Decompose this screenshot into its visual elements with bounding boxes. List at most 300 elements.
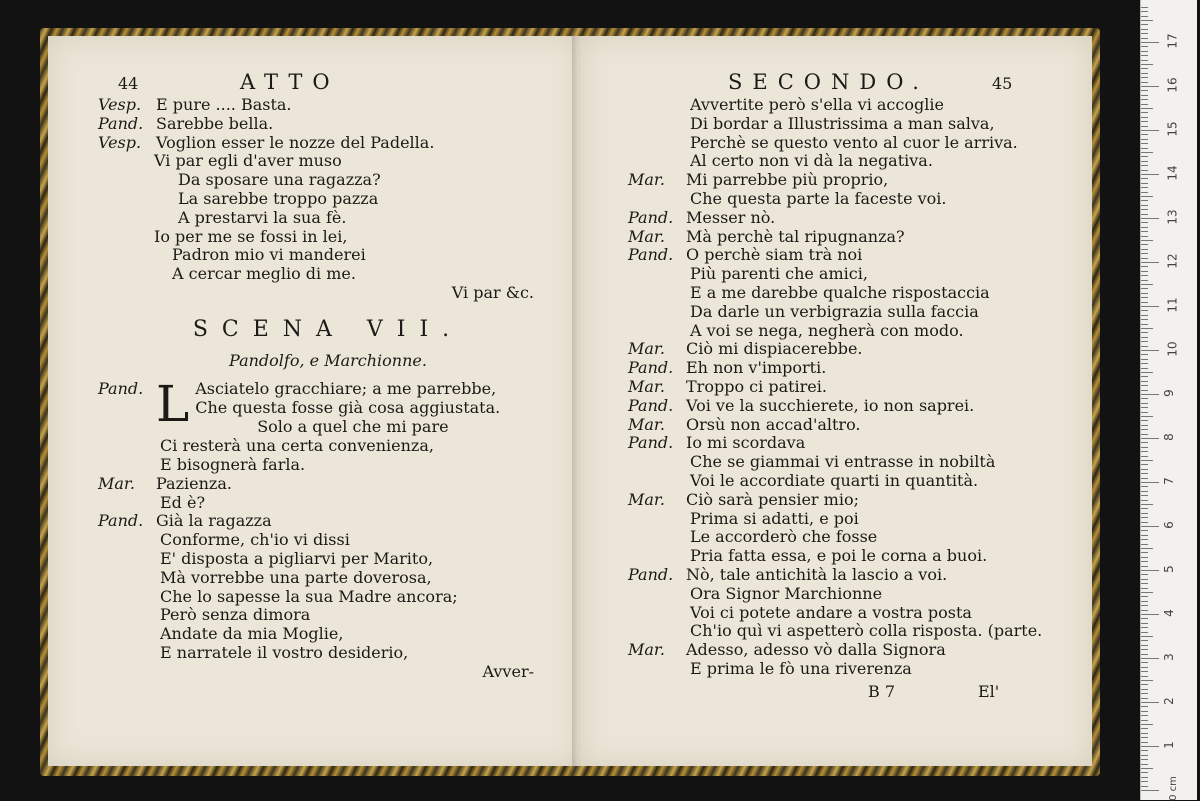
ruler-tick: [1141, 768, 1153, 769]
ruler-tick: [1141, 209, 1148, 210]
ruler-tick: [1141, 64, 1153, 65]
ruler-tick: [1141, 55, 1148, 56]
ruler-tick: [1141, 24, 1148, 25]
verse-line: [628, 585, 1048, 604]
ruler-tick: [1141, 170, 1148, 171]
ruler-tick: [1141, 372, 1153, 373]
catchword: El': [978, 681, 1000, 701]
verse-line: [628, 453, 1048, 472]
ruler-tick: [1141, 258, 1148, 259]
ruler-tick: [1141, 552, 1148, 553]
ruler-tick: [1141, 420, 1148, 421]
verse-line: La sarebbe troppo pazza: [178, 188, 379, 208]
line-text: Ch'io quì vi aspetterò colla risposta. (parte.: [690, 621, 1043, 641]
ruler-tick: [1141, 720, 1148, 721]
ruler-tick: [1141, 46, 1148, 47]
line-text: Al certo non vi dà la negativa.: [690, 151, 933, 171]
ruler-tick: [1141, 354, 1148, 355]
line-text: Io mi scordava: [686, 433, 806, 453]
ruler-tick: [1141, 73, 1148, 74]
verse-line: [98, 588, 558, 607]
ruler-tick: [1141, 442, 1148, 443]
measuring-ruler: [1140, 0, 1197, 800]
verse-line: [628, 510, 1048, 529]
verse-line: [628, 566, 1048, 585]
ruler-tick: [1141, 412, 1148, 413]
line-text: Prima si adatti, e poi: [690, 508, 859, 528]
ruler-tick: [1141, 192, 1148, 193]
right-running-head: SECONDO.: [728, 70, 929, 94]
ruler-tick: [1141, 183, 1148, 184]
verse-line: [98, 134, 558, 153]
line-text: Nò, tale antichità la lascio a voi.: [686, 564, 948, 584]
ruler-tick: [1141, 689, 1148, 690]
ruler-number: 14: [1165, 165, 1180, 181]
ruler-tick: [1141, 236, 1148, 237]
ruler-tick: [1141, 522, 1148, 523]
ruler-tick: [1141, 249, 1148, 250]
left-text-block: [98, 96, 558, 682]
line-text: Che questa parte la faceste voi.: [690, 188, 947, 208]
speaker-label: Mar.: [628, 376, 665, 396]
line-text: A voi se nega, negherà con modo.: [690, 320, 964, 340]
ruler-tick: [1141, 174, 1159, 175]
ruler-tick: [1141, 746, 1159, 747]
ruler-tick: [1141, 715, 1148, 716]
ruler-tick: [1141, 460, 1153, 461]
signature-line: [628, 683, 1048, 702]
ruler-tick: [1141, 790, 1159, 791]
line-text: E prima le fò una riverenza: [690, 658, 912, 678]
ruler-tick: [1141, 772, 1148, 773]
verse-line: [628, 303, 1048, 322]
ruler-tick: [1141, 117, 1148, 118]
ruler-tick: [1141, 632, 1148, 633]
verse-line: [628, 152, 1048, 171]
ruler-tick: [1141, 416, 1153, 417]
ruler-tick: [1141, 16, 1148, 17]
ruler-tick: [1141, 95, 1148, 96]
line-text: Pria fatta essa, e poi le corna a buoi.: [690, 546, 988, 566]
verse-line: A cercar meglio di me.: [172, 264, 356, 284]
ruler-tick: [1141, 341, 1148, 342]
ruler-tick: [1141, 451, 1148, 452]
ruler-tick: [1141, 623, 1148, 624]
ruler-tick: [1141, 539, 1148, 540]
speaker-label: Pand.: [628, 395, 674, 415]
open-book: [40, 28, 1100, 776]
ruler-tick: [1141, 222, 1148, 223]
verse-line: [628, 171, 1048, 190]
line-text: Mi parrebbe più proprio,: [686, 170, 889, 190]
verse-line: [628, 265, 1048, 284]
ruler-tick: [1141, 126, 1148, 127]
ruler-tick: [1141, 130, 1159, 131]
ruler-tick: [1141, 544, 1148, 545]
ruler-tick: [1141, 574, 1148, 575]
line-text: E' disposta a pigliarvi per Marito,: [160, 548, 434, 568]
drop-cap-letter: L: [156, 375, 190, 434]
verse-line: [628, 622, 1048, 641]
ruler-tick: [1141, 328, 1153, 329]
ruler-tick: [1141, 561, 1148, 562]
line-text: Di bordar a Illustrissima a man salva,: [690, 113, 995, 133]
line-text: Avvertite però s'ella vi accoglie: [690, 95, 944, 114]
line-text: E pure .... Basta.: [156, 95, 292, 114]
ruler-tick: [1141, 77, 1148, 78]
right-text-block: [628, 96, 1048, 702]
ruler-tick: [1141, 781, 1148, 782]
ruler-tick: [1141, 266, 1148, 267]
ruler-tick: [1141, 596, 1148, 597]
ruler-tick: [1141, 557, 1148, 558]
line-text: Adesso, adesso vò dalla Signora: [686, 640, 946, 660]
line-text: Mà perchè tal ripugnanza?: [686, 226, 905, 246]
ruler-tick: [1141, 68, 1148, 69]
speaker-label: Vesp.: [98, 95, 142, 114]
ruler-tick: [1141, 293, 1148, 294]
speaker-label: Pand.: [98, 511, 144, 531]
right-page: [580, 36, 1092, 766]
line-text: Sarebbe bella.: [156, 113, 274, 133]
ruler-tick: [1141, 482, 1159, 483]
refrain: Vi par &c.: [451, 282, 534, 302]
ruler-tick: [1141, 240, 1153, 241]
ruler-tick: [1141, 214, 1148, 215]
signature-mark: B 7: [868, 681, 896, 701]
ruler-tick: [1141, 288, 1148, 289]
ruler-tick: [1141, 658, 1159, 659]
ruler-tick: [1141, 121, 1148, 122]
ruler-tick: [1141, 456, 1148, 457]
ruler-tick: [1141, 464, 1148, 465]
verse-line: [628, 660, 1048, 679]
ruler-tick: [1141, 645, 1148, 646]
ruler-tick: [1141, 112, 1148, 113]
line-text: Voi ve la succhierete, io non saprei.: [686, 395, 975, 415]
ruler-tick: [1141, 425, 1148, 426]
ruler-tick: [1141, 156, 1148, 157]
ruler-tick: [1141, 429, 1148, 430]
ruler-tick: [1141, 134, 1148, 135]
ruler-tick: [1141, 706, 1148, 707]
verse-line: [98, 644, 558, 663]
ruler-tick: [1141, 38, 1148, 39]
ruler-tick: [1141, 196, 1153, 197]
line-text: E a me darebbe qualche rispostaccia: [690, 282, 990, 302]
verse-line: [628, 284, 1048, 303]
ruler-tick: [1141, 702, 1159, 703]
ruler-tick: [1141, 165, 1148, 166]
ruler-tick: [1141, 262, 1159, 263]
verse-line: [98, 115, 558, 134]
line-text: Ci resterà una certa convenienza,: [160, 436, 434, 456]
speaker-label: Pand.: [628, 564, 674, 584]
verse-line: [628, 378, 1048, 397]
line-text: Troppo ci patirei.: [686, 376, 827, 396]
line-text: Ciò mi dispiacerebbe.: [686, 339, 863, 359]
ruler-tick: [1141, 231, 1148, 232]
left-page-number: 44: [118, 74, 139, 93]
ruler-tick: [1141, 394, 1159, 395]
ruler-tick: [1141, 275, 1148, 276]
ruler-tick: [1141, 504, 1153, 505]
speaker-label: Pand.: [628, 433, 674, 453]
speaker-label: Mar.: [628, 640, 665, 660]
verse-line: [628, 434, 1048, 453]
ruler-tick: [1141, 693, 1148, 694]
ruler-tick: [1141, 108, 1153, 109]
catchword: Avver-: [482, 661, 534, 681]
ruler-number: 9: [1161, 389, 1176, 397]
ruler-number: 13: [1165, 209, 1180, 225]
ruler-tick: [1141, 104, 1148, 105]
verse-line: [628, 528, 1048, 547]
ruler-tick: [1141, 724, 1153, 725]
ruler-tick: [1141, 667, 1148, 668]
ruler-tick: [1141, 618, 1148, 619]
ruler-tick: [1141, 777, 1148, 778]
ruler-tick: [1141, 33, 1148, 34]
ruler-tick: [1141, 698, 1148, 699]
verse-line: [98, 96, 558, 115]
ruler-tick: [1141, 200, 1148, 201]
ruler-tick: [1141, 346, 1148, 347]
ruler-tick: [1141, 302, 1148, 303]
speaker-label: Pand.: [98, 379, 144, 399]
ruler-tick: [1141, 152, 1153, 153]
ruler-tick: [1141, 517, 1148, 518]
ruler-tick: [1141, 508, 1148, 509]
speaker-label: Mar.: [628, 339, 665, 359]
ruler-tick: [1141, 786, 1148, 787]
ruler-tick: [1141, 530, 1148, 531]
ruler-number: 4: [1161, 609, 1176, 617]
ruler-tick: [1141, 605, 1148, 606]
verse-line: [98, 437, 558, 456]
ruler-tick: [1141, 566, 1148, 567]
verse-line: Da sposare una ragazza?: [178, 170, 381, 190]
ruler-tick: [1141, 649, 1148, 650]
ruler-tick: [1141, 306, 1159, 307]
line-text: Ora Signor Marchionne: [690, 583, 883, 603]
line-text: Da darle un verbigrazia sulla faccia: [690, 301, 979, 321]
verse-line: [628, 472, 1048, 491]
ruler-tick: [1141, 434, 1148, 435]
ruler-tick: [1141, 381, 1148, 382]
ruler-tick: [1141, 733, 1148, 734]
line-text: Andate da mia Moglie,: [160, 624, 344, 644]
ruler-tick: [1141, 29, 1148, 30]
ruler-tick: [1141, 535, 1148, 536]
verse-line: Padron mio vi manderei: [172, 245, 366, 265]
speaker-label: Mar.: [628, 170, 665, 190]
line-text: Le accorderò che fosse: [690, 527, 878, 547]
ruler-tick: [1141, 90, 1148, 91]
ruler-tick: [1141, 684, 1148, 685]
ruler-tick: [1141, 588, 1148, 589]
verse-line: Io per me se fossi in lei,: [154, 226, 348, 246]
speaker-label: Pand.: [628, 245, 674, 265]
ruler-number: 1: [1161, 741, 1176, 749]
ruler-tick: [1141, 640, 1148, 641]
ruler-number: 2: [1161, 697, 1176, 705]
verse-line: [98, 569, 558, 588]
ruler-number: 17: [1165, 33, 1180, 49]
verse-line: [628, 340, 1048, 359]
ruler-tick: [1141, 486, 1148, 487]
ruler-tick: [1141, 297, 1148, 298]
ruler-number: 8: [1161, 433, 1176, 441]
ruler-number: 11: [1165, 297, 1180, 313]
line-text: Ciò sarà pensier mio;: [686, 489, 859, 509]
ruler-tick: [1141, 403, 1148, 404]
verse-line: [98, 531, 558, 550]
ruler-tick: [1141, 60, 1148, 61]
ruler-tick: [1141, 161, 1148, 162]
verse-line: [628, 134, 1048, 153]
ruler-tick: [1141, 627, 1148, 628]
ruler-tick: [1141, 398, 1148, 399]
ruler-tick: [1141, 139, 1148, 140]
line-text: E bisognerà farla.: [160, 454, 306, 474]
verse-line: [628, 359, 1048, 378]
ruler-tick: [1141, 728, 1148, 729]
verse-line: Che questa fosse già cosa aggiustata.: [195, 398, 501, 418]
ruler-tick: [1141, 579, 1148, 580]
speaker-label: Mar.: [98, 473, 135, 493]
ruler-tick: [1141, 42, 1159, 43]
ruler-tick: [1141, 376, 1148, 377]
verse-line: [628, 322, 1048, 341]
left-running-head: ATTO: [240, 70, 340, 94]
ruler-tick: [1141, 610, 1148, 611]
verse-line: [628, 604, 1048, 623]
ruler-tick: [1141, 143, 1148, 144]
ruler-tick: [1141, 253, 1148, 254]
ruler-tick: [1141, 337, 1148, 338]
ruler-tick: [1141, 662, 1148, 663]
line-text: Già la ragazza: [156, 511, 272, 531]
ruler-tick: [1141, 271, 1148, 272]
line-text: Voglion esser le nozze del Padella.: [156, 132, 435, 152]
ruler-tick: [1141, 737, 1148, 738]
ruler-tick: [1141, 20, 1153, 21]
ruler-tick: [1141, 583, 1148, 584]
line-text: Ed è?: [160, 492, 206, 512]
line-text: Orsù non accad'altro.: [686, 414, 861, 434]
verse-line: [628, 115, 1048, 134]
ruler-tick: [1141, 513, 1148, 514]
ruler-tick: [1141, 280, 1148, 281]
ruler-tick: [1141, 636, 1153, 637]
ruler-tick: [1141, 548, 1153, 549]
line-text: Che se giammai vi entrasse in nobiltà: [690, 452, 996, 472]
ruler-tick: [1141, 742, 1148, 743]
ruler-tick: [1141, 601, 1148, 602]
ruler-tick: [1141, 187, 1148, 188]
ruler-tick: [1141, 676, 1148, 677]
scene-persons: Pandolfo, e Marchionne.: [229, 350, 427, 370]
ruler-tick: [1141, 350, 1159, 351]
verse-line: [628, 397, 1048, 416]
right-page-number: 45: [992, 74, 1013, 93]
ruler-tick: [1141, 469, 1148, 470]
verse-line: [98, 475, 558, 494]
ruler-tick: [1141, 148, 1148, 149]
line-text: E narratele il vostro desiderio,: [160, 642, 409, 662]
verse-line: [628, 641, 1048, 660]
ruler-tick: [1141, 11, 1148, 12]
ruler-tick: [1141, 473, 1148, 474]
ruler-number: 12: [1165, 253, 1180, 269]
ruler-tick: [1141, 324, 1148, 325]
ruler-tick: [1141, 315, 1148, 316]
speaker-label: Mar.: [628, 226, 665, 246]
ruler-tick: [1141, 478, 1148, 479]
ruler-tick: [1141, 244, 1148, 245]
ruler-tick: [1141, 218, 1159, 219]
ruler-number: 3: [1161, 653, 1176, 661]
verse-line: [98, 625, 558, 644]
ruler-unit: 0 cm: [1167, 776, 1179, 801]
ruler-tick: [1141, 363, 1148, 364]
left-page: [48, 36, 581, 766]
ruler-tick: [1141, 407, 1148, 408]
ruler-tick: [1141, 319, 1148, 320]
verse-line: [628, 209, 1048, 228]
verse-line: [628, 190, 1048, 209]
line-text: Che lo sapesse la sua Madre ancora;: [160, 586, 458, 606]
ruler-tick: [1141, 359, 1148, 360]
ruler-tick: [1141, 227, 1148, 228]
ruler-tick: [1141, 447, 1148, 448]
verse-line: Vi par egli d'aver muso: [154, 151, 342, 171]
ruler-tick: [1141, 614, 1159, 615]
ruler-tick: [1141, 390, 1148, 391]
speaker-label: Pand.: [98, 113, 144, 133]
speaker-label: Mar.: [628, 414, 665, 434]
ruler-tick: [1141, 284, 1153, 285]
verse-line: [628, 228, 1048, 247]
ruler-tick: [1141, 51, 1148, 52]
ruler-tick: [1141, 764, 1148, 765]
scene-title: SCENA VII.: [192, 316, 464, 342]
verse-line: [628, 96, 1048, 115]
speaker-label: Pand.: [628, 358, 674, 378]
ruler-tick: [1141, 570, 1159, 571]
ruler-tick: [1141, 500, 1148, 501]
ruler-tick: [1141, 82, 1148, 83]
speaker-label: Mar.: [628, 489, 665, 509]
verse-line: [628, 547, 1048, 566]
line-text: Voi le accordiate quarti in quantità.: [690, 470, 979, 490]
ruler-tick: [1141, 680, 1153, 681]
line-text: Solo a quel che mi pare: [257, 417, 449, 437]
verse-line: [98, 494, 558, 513]
verse-line: [628, 416, 1048, 435]
verse-line: A prestarvi la sua fè.: [178, 207, 347, 227]
line-text: Pazienza.: [156, 473, 232, 493]
line-text: Perchè se questo vento al cuor le arriva.: [690, 132, 1018, 152]
ruler-tick: [1141, 491, 1148, 492]
verse-line: [98, 606, 558, 625]
line-text: Eh non v'importi.: [686, 358, 827, 378]
ruler-tick: [1141, 711, 1148, 712]
ruler-tick: [1141, 368, 1148, 369]
line-text: Messer nò.: [686, 207, 776, 227]
verse-line: [98, 512, 558, 531]
